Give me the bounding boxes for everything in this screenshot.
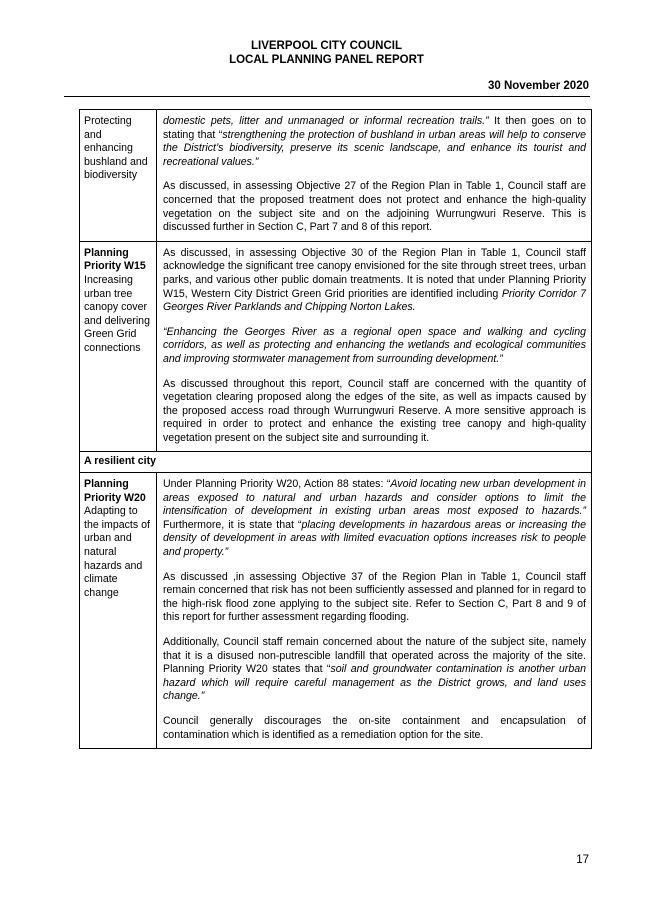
report-date: 30 November 2020: [487, 80, 589, 92]
assessment-paragraph: As discussed, in assessing Objective 27 of the Region Plan in Table 1, Council staff are concerned that the proposed treatment does not protect and enhance the high-quality vegetation on the subject site and on the adjoining Wurrungwuri Reserve. This is discussed further in Section C, Part 7 and 8 of this report.: [163, 180, 586, 234]
assessment-paragraph: [163, 247, 586, 315]
priority-label-cell: [80, 241, 157, 452]
quote-text: soil and groundwater contamination is another urban hazard which will require careful management as the District grows, and land uses change.”: [163, 663, 586, 703]
assessment-paragraph: As discussed ,in assessing Objective 37 of the Region Plan in Table 1, Council staff remain concerned that risk has not been sufficiently assessed and planned for in regard to the high-risk flood zone applying to the subject site. Refer to Section C, Part 8 and 9 of this report for further assessment regarding flooding.: [163, 570, 586, 624]
body-text: Additionally, Council staff remain concerned about the nature of the subject site, namely that it is a disused non-putrescible landfill that operated across the majority of the site. Planning Priority W20 states that “: [163, 636, 586, 676]
assessment-paragraph: As discussed throughout this report, Council staff are concerned with the quantity of vegetation clearing proposed along the edges of the site, as well as impacts caused by the proposed access road through Wurrungwuri Reserve. A more sensitive approach is required in order to protect and enhance the existing tree canopy and high-quality vegetation present on the subject site and surrounding it.: [163, 377, 586, 444]
table-row: [80, 110, 592, 242]
priority-title: Planning Priority W15: [84, 246, 146, 273]
body-text: Furthermore, it is state that “: [163, 518, 302, 531]
assessment-cell: [157, 241, 592, 452]
priority-label-cell: [80, 473, 157, 749]
section-heading: A resilient city: [80, 452, 592, 473]
body-text: Under Planning Priority W20, Action 88 states: “: [163, 478, 391, 491]
assessment-paragraph: [163, 115, 586, 169]
assessment-paragraph: Council generally discourages the on-site containment and encapsulation of contamination which is identified as a remediation option for the site.: [163, 714, 586, 741]
body-text: It then goes on to stating that “: [163, 115, 586, 141]
quote-text: Avoid locating new urban development in areas exposed to natural and urban hazards and consider options to limit the intensification of development in existing urban areas most exposed to hazards.”: [163, 478, 586, 518]
quote-text: placing developments in hazardous areas or increasing the density of development in areas with limited evacuation options increases risk to people and property.”: [163, 518, 586, 559]
quote-text: domestic pets, litter and unmanaged or informal recreation trails.”: [163, 115, 489, 127]
priority-title: Planning Priority W20: [84, 478, 146, 504]
assessment-cell: [157, 473, 592, 749]
quote-text: strengthening the protection of bushland in urban areas will help to conserve the District’s biodiversity, preserve its scenic landscape, and enhance its tourist and recreational values.”: [163, 128, 587, 168]
body-text: As discussed, in assessing Objective 30 of the Region Plan in Table 1, Council staff acknowledge the significant tree canopy envisioned for the site through street trees, urban parks, and various other public domain treatments. It is noted that under Planning Priority W15, Western City District Green Grid priorities are identified including: [163, 246, 586, 300]
assessment-cell: [157, 110, 592, 242]
priority-label-cell: [80, 110, 157, 242]
table-row: [80, 241, 592, 452]
report-title-heading: LOCAL PLANNING PANEL REPORT: [229, 54, 424, 66]
priority-description: Increasing urban tree canopy cover and delivering Green Grid connections: [84, 273, 150, 354]
section-row: [80, 452, 592, 473]
quote-text: Priority Corridor 7 Georges River Parklands and Chipping Norton Lakes.: [163, 287, 586, 314]
assessment-paragraph: [163, 636, 586, 704]
header-divider: [64, 96, 590, 97]
page-number: 17: [576, 854, 589, 866]
assessment-paragraph: [163, 478, 586, 560]
priority-description: Adapting to the impacts of urban and natural hazards and climate change: [84, 505, 150, 599]
assessment-paragraph: [163, 326, 586, 367]
table-row: [80, 473, 592, 749]
priority-description: Protecting and enhancing bushland and biodiversity: [84, 115, 148, 182]
council-name-heading: LIVERPOOL CITY COUNCIL: [250, 40, 402, 52]
quote-text: “Enhancing the Georges River as a regional open space and walking and cycling corridors, as well as protecting and enhancing the wetlands and ecological communities and improving stormwater management from surrounding development.”: [163, 325, 586, 365]
planning-priorities-table: [79, 109, 592, 749]
